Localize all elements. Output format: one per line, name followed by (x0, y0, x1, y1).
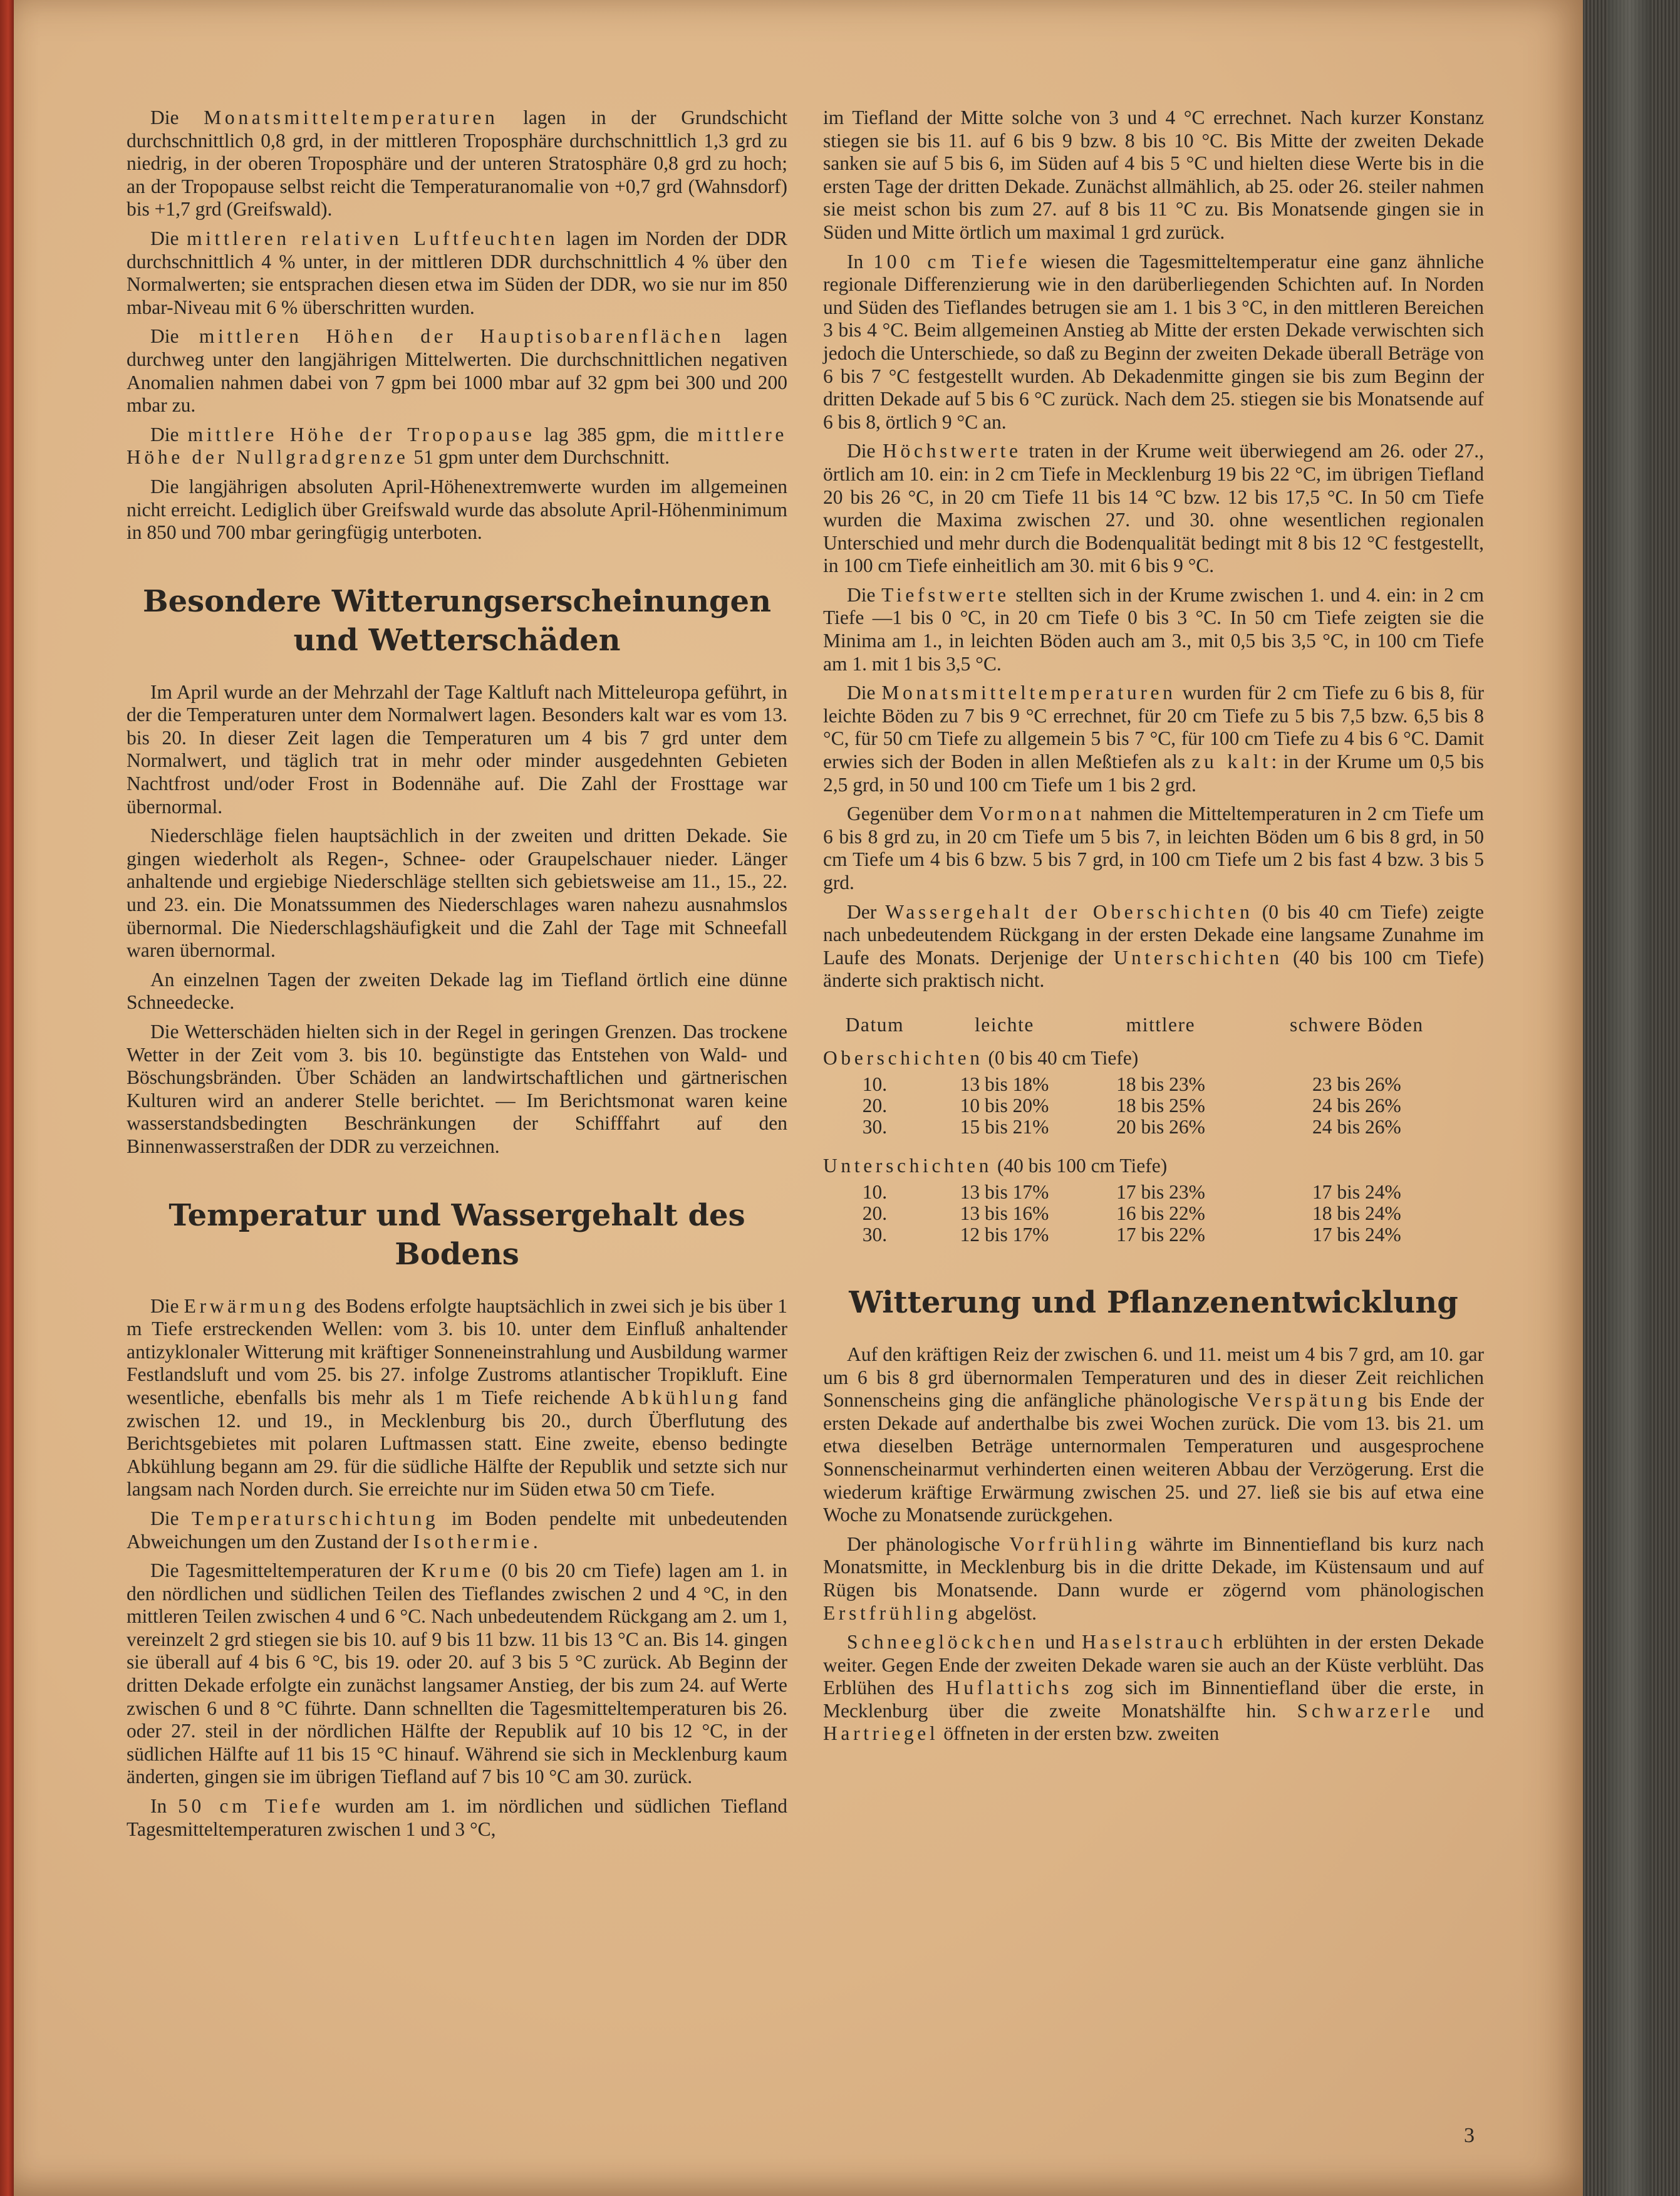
binding-spine (1608, 0, 1652, 2196)
text: Gegenüber dem (847, 803, 979, 825)
paragraph (823, 251, 1484, 434)
section-heading: Witterung und Pflanzenentwicklung (849, 1284, 1458, 1320)
paragraph (823, 901, 1484, 992)
spaced-term: mittlere Höhe der Nullgradgrenze (127, 423, 788, 469)
text: In (847, 250, 874, 273)
paragraph: Die Wetterschäden hielten sich in der Regel in geringen Grenzen. Das trockene Wetter in der Zeit vom 3. bis 10. begünstigte das Entstehen von Wald- und Böschungsbränden. Über Schäden an landwirtschaftlichen und gärtnerischen Kulturen wird an anderer Stelle berichtet. — Im Berichtsmonat waren keine wasserstandsbedingten Beschränkungen der Schifffahrt auf den Binnenwasserstraßen der DDR zu verzeichnen. (127, 1021, 787, 1157)
text: nahmen die Mitteltemperaturen in 2 cm Tiefe um 6 bis 8 grd zu, in 20 cm Tiefe um 5 bis 7, in leichten Böden um 6 bis 8 grd, in 50 cm Tiefe um 4 bis 6 bzw. 5 bis 7 grd, in 100 cm Tiefe um 2 bis fast 4 bzw. 3 bis 5 grd. (823, 803, 1485, 893)
text: Die (150, 227, 187, 249)
spaced-term: Vormonat (978, 803, 1085, 825)
spaced-term: Vorfrühling (1009, 1533, 1141, 1555)
spaced-term: mittlere Höhe der Tropopause (187, 423, 536, 445)
text: des Bodens erfolgte hauptsächlich in zwei sich je bis über 1 m Tiefe erstreckenden Wellen: vom 3. bis 10. unter dem Einfluß anhaltender antizyklonaler Witterung mit kräftiger Sonneneinstrahlung und Ausbildung warmer Festlandsluft und vom 25. bis 27. infolge Zustroms atlantischer Tropikluft. Eine wesentliche, ebenfalls bis mehr als 1 m Tiefe reichende (127, 1294, 787, 1408)
column-header: leichte (974, 1013, 1034, 1036)
right-column (823, 107, 1484, 1752)
section-heading: Besondere Witterungserscheinungen und Wetterschäden (143, 583, 771, 658)
table-cell: 18 bis 25% (1116, 1094, 1205, 1116)
table-cell: 10. (862, 1073, 888, 1095)
spaced-term: mittleren Höhen der Hauptisobarenflächen (199, 325, 725, 348)
spaced-term: Huflattichs (945, 1677, 1073, 1699)
soil-water-table (823, 1011, 1475, 1246)
text: Die (150, 325, 199, 348)
text: Auf den kräftigen Reiz der zwischen 6. und 11. meist um 4 bis 7 grd, am 10. gar um 6 bis 8 grd übernormalen Temperaturen und des in dieser Zeit reichlichen Sonnenscheins ging die anfängliche phänologische (823, 1343, 1484, 1412)
table-cell: 30. (862, 1115, 888, 1138)
group-label (823, 1039, 1475, 1074)
left-column (127, 107, 787, 1847)
spaced-term: Oberschichten (823, 1046, 983, 1069)
paragraph (127, 424, 787, 469)
spaced-term: Schneeglöckchen (847, 1631, 1039, 1653)
spaced-term: Monatsmitteltemperaturen (204, 107, 499, 128)
book-binding-left (0, 0, 14, 2196)
spaced-term: Erwärmung (184, 1294, 309, 1317)
text: 51 gpm unter dem Durchschnitt. (408, 446, 670, 469)
text: währte im Binnentiefland bis kurz nach Monatsmitte, in Mecklenburg bis in die dritte Dekade, im Küstensaum und auf Rügen bis Monatsende. Dann wurde er zögernd vom phänologischen (823, 1533, 1484, 1601)
table-cell: 16 bis 22% (1116, 1202, 1205, 1224)
paragraph (823, 1533, 1484, 1625)
table-row (823, 1203, 1475, 1224)
spaced-term: Tiefstwerte (881, 583, 1010, 606)
table-cell: 20. (862, 1202, 888, 1224)
spaced-term: Unterschichten (823, 1154, 993, 1177)
text: Der (847, 900, 886, 923)
text: Der phänologische (847, 1533, 1010, 1555)
paragraph (127, 107, 787, 221)
paragraph (823, 1631, 1484, 1746)
column-header: schwere Böden (1289, 1013, 1424, 1036)
table-cell: 15 bis 21% (960, 1115, 1049, 1138)
table-row (823, 1116, 1475, 1138)
text: . (532, 1530, 538, 1553)
paragraph (127, 1295, 787, 1501)
text: (40 bis 100 cm Tiefe) (992, 1154, 1168, 1177)
text: stellten sich in der Krume zwischen 1. und 4. ein: in 2 cm Tiefe —1 bis 0 °C, in 20 cm Tiefe 0 bis 3 °C. In 50 cm Tiefe zeigten sie die Minima am 1., in leichten Böden auch am 3., mit 0,5 bis 3,5 °C, in 100 cm Tiefe am 1. mit 1 bis 3,5 °C. (823, 583, 1484, 675)
text: traten in der Krume weit überwiegend am 26. oder 27., örtlich am 10. ein: in 2 cm Tiefe in Mecklenburg 19 bis 22 °C, im übrigen Tiefland 20 bis 26 °C, in 20 cm Tiefe 11 bis 14 °C bzw. 12 bis 17,5 °C. In 50 cm Tiefe wurden die Maxima zwischen 27. und 30. ohne wesentlichen regionalen Unterschied und mehr durch die Bodenqualität bedingt mit 8 bis 12 °C festgestellt, in 100 cm Tiefe einheitlich am 30. mit 6 bis 9 °C. (823, 440, 1484, 577)
spaced-term: Monatsmitteltemperaturen (881, 682, 1176, 704)
table-cell: 13 bis 17% (960, 1180, 1049, 1203)
text: fand zwischen 12. und 19., in Mecklenburg bis 20., durch Überflutung des Berichtsgebietes mit polaren Luftmassen statt. Eine zweite, ebenso bedingte Abkühlung begann am 29. für die südliche Hälfte der Republik und setzte sich nur langsam nach Norden durch. Sie erreichte nur im Süden etwa 50 cm Tiefe. (127, 1386, 787, 1501)
table-row (823, 1074, 1475, 1095)
text: Die Tagesmitteltemperaturen der (150, 1559, 422, 1582)
text: bis Ende der ersten Dekade auf anderthalbe bis zwei Wochen zurück. Die vom 13. bis 21. um etwa dieselben Beträge unternormalen Temperaturen und ausgesprochene Sonnenscheinarmut verhinderten einen weiteren Abbau der Verzögerung. Erst die wiederum kräftige Erwärmung zwischen 25. und 27. ließ sie bis auf etwa eine Woche zu Monatsende zurückgehen. (823, 1389, 1484, 1526)
text: wiesen die Tagesmitteltemperatur eine ganz ähnliche regionale Differenzierung wie in den darüberliegenden Schichten auf. In Norden und Süden des Tieflandes betrugen sie am 1. 1 bis 3 °C, in den mittleren Bereichen 3 bis 4 °C. Beim allgemeinen Anstieg ab Mitte der ersten Dekade verwischten sich jedoch die Unterschiede, so daß zu Beginn der zweiten Dekade überall Beträge von 6 bis 7 °C festgestellt wurden. Ab Dekadenmitte gingen sie bis zum Beginn der dritten Dekade auf 5 bis 6 °C zurück. Nach dem 25. stiegen sie bis Monatsende auf 6 bis 8, örtlich 9 °C an. (823, 250, 1484, 433)
text: Die (150, 1294, 184, 1317)
spaced-term: Höchstwerte (883, 440, 1022, 462)
paragraph (823, 682, 1484, 796)
text: (0 bis 40 cm Tiefe) (983, 1046, 1139, 1069)
spaced-term: Isothermie (413, 1530, 533, 1553)
page-number: 3 (1464, 2124, 1475, 2147)
table-cell: 17 bis 22% (1116, 1223, 1205, 1246)
text: lag 385 gpm, die (535, 423, 698, 445)
text: : in der Krume um 0,5 bis 2,5 grd, in 50 und 100 cm Tiefe um 1 bis 2 grd. (823, 751, 1485, 796)
table-cell: 12 bis 17% (960, 1223, 1049, 1246)
spaced-term: Krume (421, 1559, 494, 1582)
table-cell: 18 bis 23% (1116, 1073, 1205, 1095)
table-cell: 17 bis 24% (1312, 1223, 1401, 1246)
table-row (823, 1224, 1475, 1246)
paragraph (127, 325, 787, 417)
paragraph (127, 227, 787, 319)
table-row (823, 1182, 1475, 1203)
text: Die (150, 107, 204, 128)
paragraph (127, 1507, 787, 1553)
book-page-edges (1583, 0, 1680, 2196)
paragraph (823, 584, 1484, 675)
paragraph (127, 1795, 787, 1841)
text: wurden für 2 cm Tiefe zu 6 bis 8, für leichte Böden zu 7 bis 9 °C errechnet, für 20 cm Tiefe zu 5 bis 7,5 bzw. 6,5 bis 8 °C, für 50 cm Tiefe zu allgemein 5 bis 7 °C, für 100 cm Tiefe zu 4 bis 6 °C. Damit erwies sich der Boden in allen Meßtiefen als (823, 682, 1484, 773)
table-header-row (823, 1011, 1475, 1039)
text: zog sich im Binnentiefland über die erste, in Mecklenburg über die zweite Monatshälfte hin. (823, 1677, 1484, 1722)
paragraph: Die langjährigen absoluten April-Höhenextremwerte wurden im allgemeinen nicht erreicht. Lediglich über Greifswald wurde das absolute April-Höhenminimum in 850 und 700 mbar geringfügig unterboten. (127, 475, 787, 544)
table-cell: 24 bis 26% (1312, 1115, 1401, 1138)
paragraph (823, 1343, 1484, 1527)
paragraph (823, 803, 1484, 894)
text: lagen im Norden der DDR durchschnittlich 4 % unter, in der mittleren DDR durchschnittlich 4 % über den Normalwerten; sie entsprachen diesen etwa im Süden der DDR, wo sie nur im 850 mbar-Niveau mit 6 % überschritten wurden. (127, 227, 787, 318)
table-cell: 23 bis 26% (1312, 1073, 1401, 1095)
spaced-term: zu kalt (1191, 751, 1272, 773)
table-cell: 13 bis 16% (960, 1202, 1049, 1224)
spaced-term: Temperaturschichtung (191, 1507, 439, 1529)
text: Die (847, 440, 883, 462)
paragraph: Im April wurde an der Mehrzahl der Tage Kaltluft nach Mitteleuropa geführt, in der die Temperaturen unter dem Normalwert lagen. Besonders kalt war es vom 13. bis 20. In dieser Zeit lagen die Temperaturen um 4 bis 7 grd unter dem Normalwert, und täglich trat in mehr oder minder ausgedehnten Gebieten Nachtfrost und/oder Frost in Bodennähe auf. Die Zahl der Frosttage war übernormal. (127, 680, 787, 818)
paragraph (823, 440, 1484, 578)
spaced-term: Unterschichten (1113, 946, 1283, 969)
column-header: Datum (845, 1013, 905, 1036)
paragraph (127, 1559, 787, 1789)
text: im Boden pendelte mit unbedeutenden Abweichungen um den Zustand der (127, 1507, 788, 1553)
table-cell: 30. (862, 1223, 888, 1246)
table-cell: 10 bis 20% (960, 1094, 1049, 1116)
text: Die (847, 682, 882, 704)
paragraph: An einzelnen Tagen der zweiten Dekade lag im Tiefland örtlich eine dünne Schneedecke. (127, 968, 787, 1014)
spaced-term: Wassergehalt der Oberschichten (885, 900, 1253, 923)
table-cell: 20 bis 26% (1116, 1115, 1205, 1138)
table-cell: 10. (862, 1180, 888, 1203)
text: öffneten in der ersten bzw. zweiten (938, 1722, 1220, 1745)
text: abgelöst. (961, 1601, 1037, 1624)
table-cell: 17 bis 24% (1312, 1180, 1401, 1203)
text: und (1433, 1699, 1485, 1722)
spaced-term: mittleren relativen Luftfeuchten (187, 227, 559, 249)
spaced-term: Schwarzerle (1297, 1699, 1434, 1722)
text: und (1038, 1631, 1082, 1653)
text: erblühten in der ersten Dekade weiter. Gegen Ende der zweiten Dekade waren sie auch an der Küste verblüht. Das Erblühen des (823, 1631, 1484, 1699)
section-heading: Temperatur und Wassergehalt des Bodens (169, 1197, 745, 1272)
group-label (823, 1138, 1475, 1182)
column-header: mittlere (1126, 1013, 1196, 1036)
table-group-row (823, 1138, 1475, 1182)
document-page (14, 0, 1583, 2196)
text: (0 bis 20 cm Tiefe) lagen am 1. in den nördlichen und südlichen Teilen des Tieflandes zwischen 2 und 4 °C, in den mittleren Teilen zwischen 4 und 6 °C. Nach unbedeutendem Rückgang am 2. um 1, vereinzelt 2 grd stiegen sie bis 10. auf 9 bis 11 bzw. 11 bis 13 °C an. Bis 14. gingen sie überall auf 4 bis 6 °C, bis 19. oder 20. auf 3 bis 5 °C zurück. Ab Beginn der dritten Dekade erfolgte ein zunächst langsamer Anstieg, der bis zum 24. auf Werte zwischen 6 und 8 °C führte. Dann schnellten die Tagesmitteltemperaturen bis 26. oder 27. steil in der nördlichen Hälfte der Republik auf 10 bis 12 °C, in der südlichen Hälfte auf 11 bis 15 °C hinauf. Während sie sich in Mecklenburg kaum änderten, gingen sie im übrigen Tiefland auf 7 bis 10 °C am 30. zurück. (127, 1559, 787, 1788)
spaced-term: Verspätung (1246, 1389, 1371, 1412)
spaced-term: 100 cm Tiefe (873, 250, 1031, 273)
text: Die (847, 583, 882, 606)
table-cell: 20. (862, 1094, 888, 1116)
spaced-term: Haselstrauch (1082, 1631, 1226, 1653)
text: lagen in der Grundschicht durchschnittlich 0,8 grd, in der mittleren Troposphäre durchschnittlich 1,3 grd zu niedrig, in der oberen Troposphäre und der unteren Stratosphäre 0,8 grd zu hoch; an der Tropopause selbst reicht die Temperaturanomalie von +0,7 grd (Wahnsdorf) bis +1,7 grd (Greifswald). (127, 107, 788, 221)
table-cell: 24 bis 26% (1312, 1094, 1401, 1116)
paragraph: Niederschläge fielen hauptsächlich in der zweiten und dritten Dekade. Sie gingen wiederholt als Regen-, Schnee- oder Graupelschauer nieder. Länger anhaltende und ergiebige Niederschläge stellten sich gebietsweise am 11., 15., 22. und 23. ein. Die Monatssummen des Niederschlages waren nahezu ausnahmslos übernormal. Die Niederschlagshäufigkeit und die Zahl der Tage mit Schneefall waren übernormal. (127, 825, 787, 962)
spaced-term: Hartriegel (823, 1722, 939, 1745)
spaced-term: Abkühlung (621, 1386, 742, 1408)
paragraph: im Tiefland der Mitte solche von 3 und 4 °C errechnet. Nach kurzer Konstanz stiegen sie bis 11. auf 6 bis 9 bzw. 8 bis 10 °C. Bis Mitte der zweiten Dekade sanken sie auf 5 bis 6, im Süden auf 4 bis 5 °C und hielten diese Werte bis in die ersten Tage der dritten Dekade. Zunächst allmählich, ab 25. oder 26. steiler nahmen sie meist schon bis zum 27. auf 8 bis 11 °C zu. Bis Monatsende gingen sie in Süden und Mitte örtlich um maximal 1 grd zurück. (823, 107, 1484, 243)
text: Die (150, 1507, 192, 1529)
spaced-term: Erstfrühling (823, 1601, 962, 1624)
text: wurden am 1. im nördlichen und südlichen Tiefland Tagesmitteltemperaturen zwischen 1 und 3 °C, (127, 1795, 788, 1840)
table-cell: 18 bis 24% (1312, 1202, 1401, 1224)
text: In (150, 1795, 179, 1818)
table-row (823, 1095, 1475, 1116)
table-group-row (823, 1039, 1475, 1074)
text: (40 bis 100 cm Tiefe) änderte sich praktisch nicht. (823, 946, 1484, 992)
text: (0 bis 40 cm Tiefe) zeigte nach unbedeutendem Rückgang in der ersten Dekade eine langsame Zunahme im Laufe des Monats. Derjenige der (823, 900, 1484, 969)
text: Die (150, 423, 188, 445)
text: lagen durchweg unter den langjährigen Mittelwerten. Die durchschnittlichen negativen Anomalien nahmen dabei von 7 gpm bei 1000 mbar auf 32 gpm bei 300 und 200 mbar zu. (127, 325, 787, 417)
table-cell: 13 bis 18% (960, 1073, 1049, 1095)
spaced-term: 50 cm Tiefe (178, 1795, 324, 1818)
table-cell: 17 bis 23% (1116, 1180, 1205, 1203)
